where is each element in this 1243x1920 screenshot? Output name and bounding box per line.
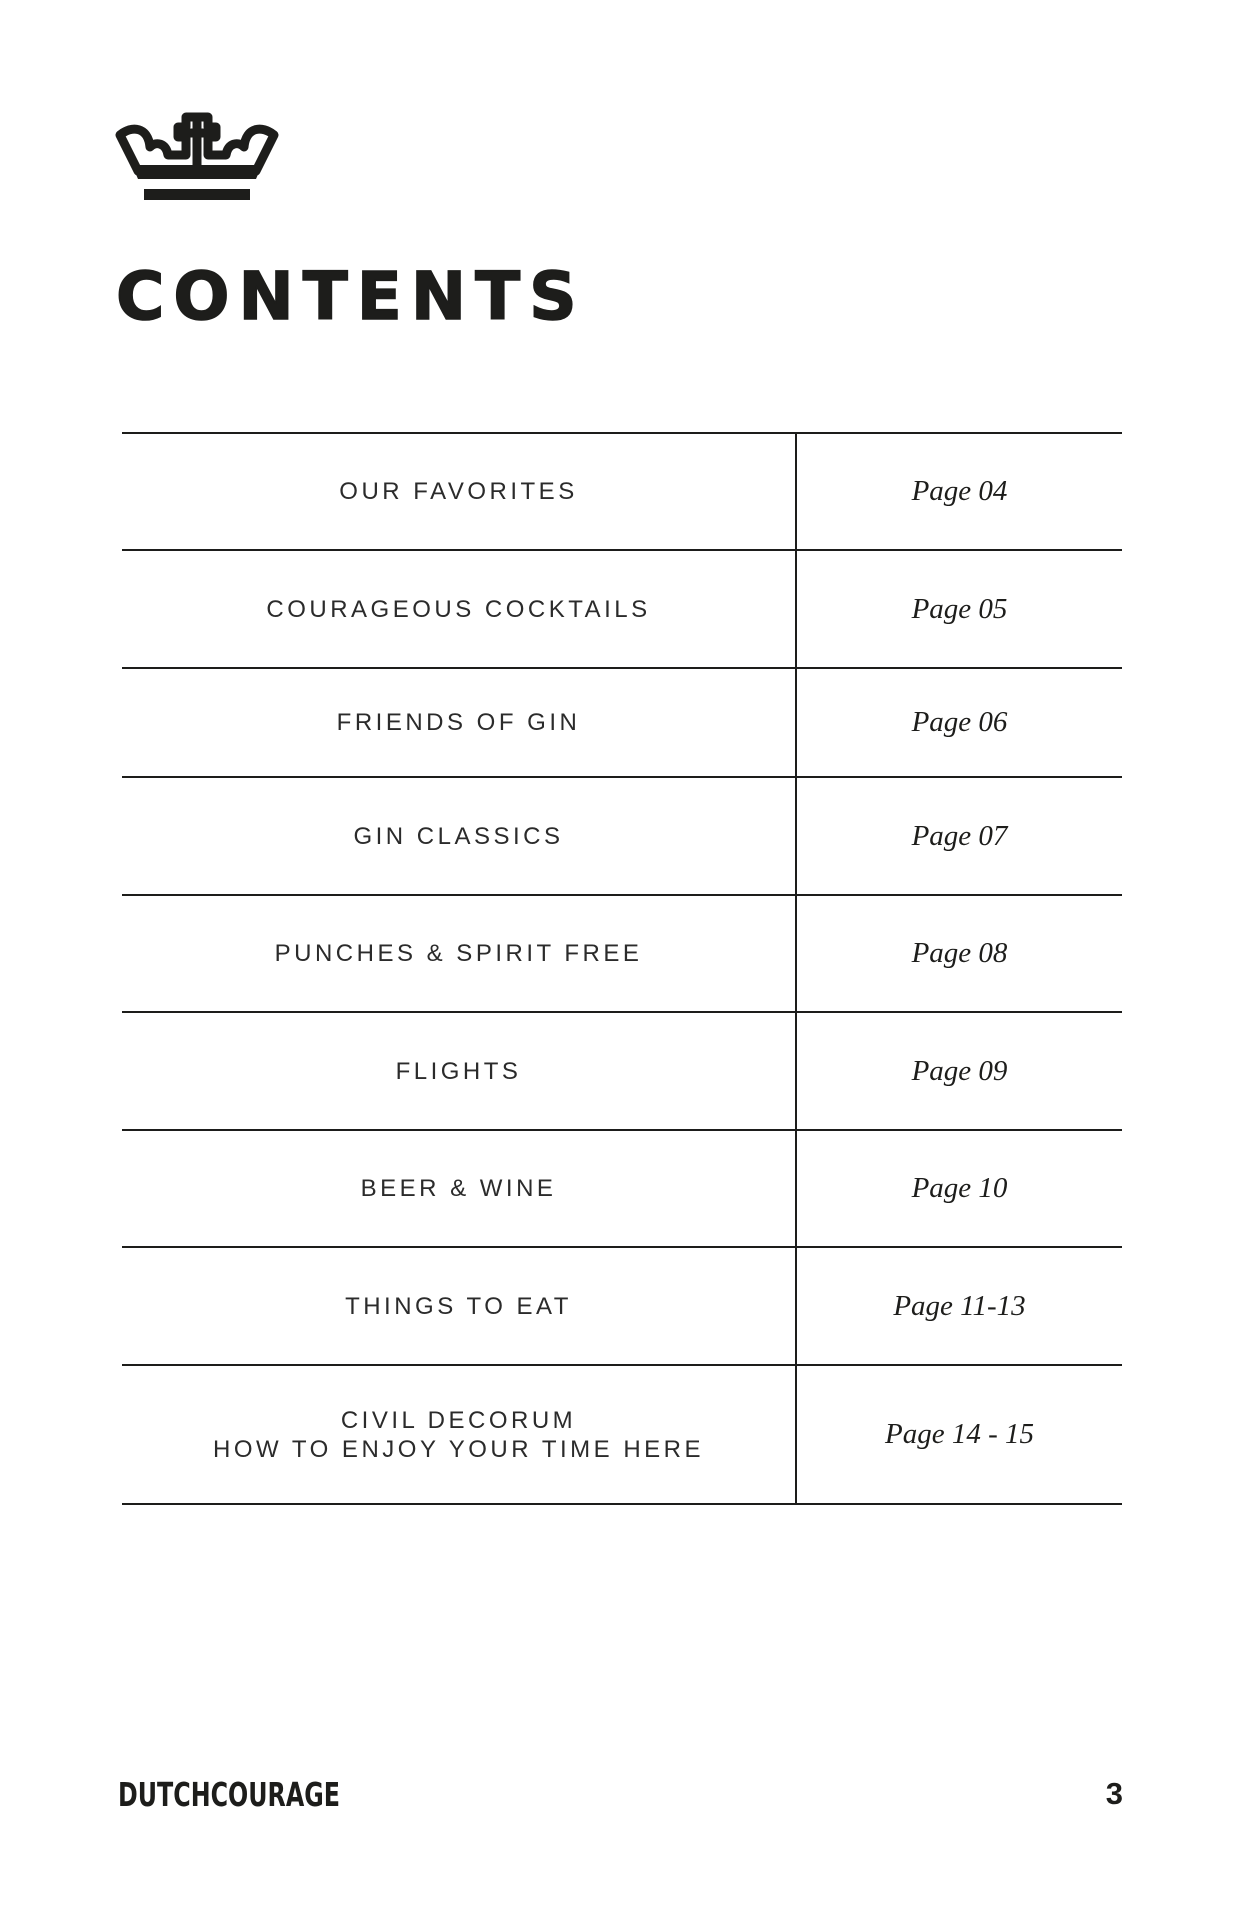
page-title: CONTENTS (116, 258, 586, 335)
toc-page-ref: Page 04 (911, 475, 1008, 507)
toc-section-line: BEER & WINE (360, 1175, 557, 1202)
brand-logo (118, 1775, 342, 1815)
toc-page-ref: Page 05 (911, 592, 1008, 625)
page-number: 3 (1105, 1776, 1123, 1811)
crown-icon (116, 113, 278, 205)
toc-row[interactable] (122, 778, 1122, 896)
toc-section-line: HOW TO ENJOY YOUR TIME HERE (212, 1435, 704, 1463)
toc-section-line: CIVIL DECORUM (340, 1406, 577, 1434)
toc-section-line: THINGS TO EAT (345, 1292, 572, 1320)
toc-section-label (122, 434, 797, 549)
toc-section-label (122, 1248, 797, 1364)
toc-row[interactable] (122, 1366, 1122, 1505)
toc-section-line: OUR FAVORITES (339, 478, 578, 505)
toc-row[interactable] (122, 1248, 1122, 1366)
toc-section-label (122, 1013, 797, 1129)
toc-page-ref: Page 14 - 15 (885, 1418, 1034, 1450)
toc-section-label (122, 669, 797, 776)
toc-page-ref: Page 09 (911, 1054, 1008, 1087)
toc-section-label (122, 896, 797, 1011)
toc-section-label (122, 1366, 797, 1503)
toc-section-line: GIN CLASSICS (353, 822, 564, 850)
toc-section-label (122, 551, 797, 667)
toc-row[interactable] (122, 896, 1122, 1013)
toc-section-line: PUNCHES & SPIRIT FREE (274, 940, 643, 967)
toc-page-ref: Page 08 (911, 937, 1008, 969)
toc-row[interactable] (122, 551, 1122, 669)
toc-section-label (122, 778, 797, 894)
toc-section-line: COURAGEOUS COCKTAILS (266, 595, 651, 623)
toc-page-ref: Page 11-13 (893, 1289, 1026, 1322)
toc-row[interactable] (122, 434, 1122, 551)
toc-section-line: FRIENDS OF GIN (336, 709, 581, 736)
toc-page-ref: Page 06 (911, 706, 1008, 738)
toc-section-label (122, 1131, 797, 1246)
toc-page-ref: Page 10 (911, 1172, 1008, 1204)
toc-row[interactable] (122, 1131, 1122, 1248)
toc-row[interactable] (122, 669, 1122, 778)
toc-page-ref: Page 07 (911, 819, 1008, 852)
contents-table (122, 432, 1122, 1505)
toc-section-line: FLIGHTS (395, 1057, 522, 1085)
brand-wordmark: DUTCHCOURAGE (118, 1775, 340, 1814)
toc-row[interactable] (122, 1013, 1122, 1131)
